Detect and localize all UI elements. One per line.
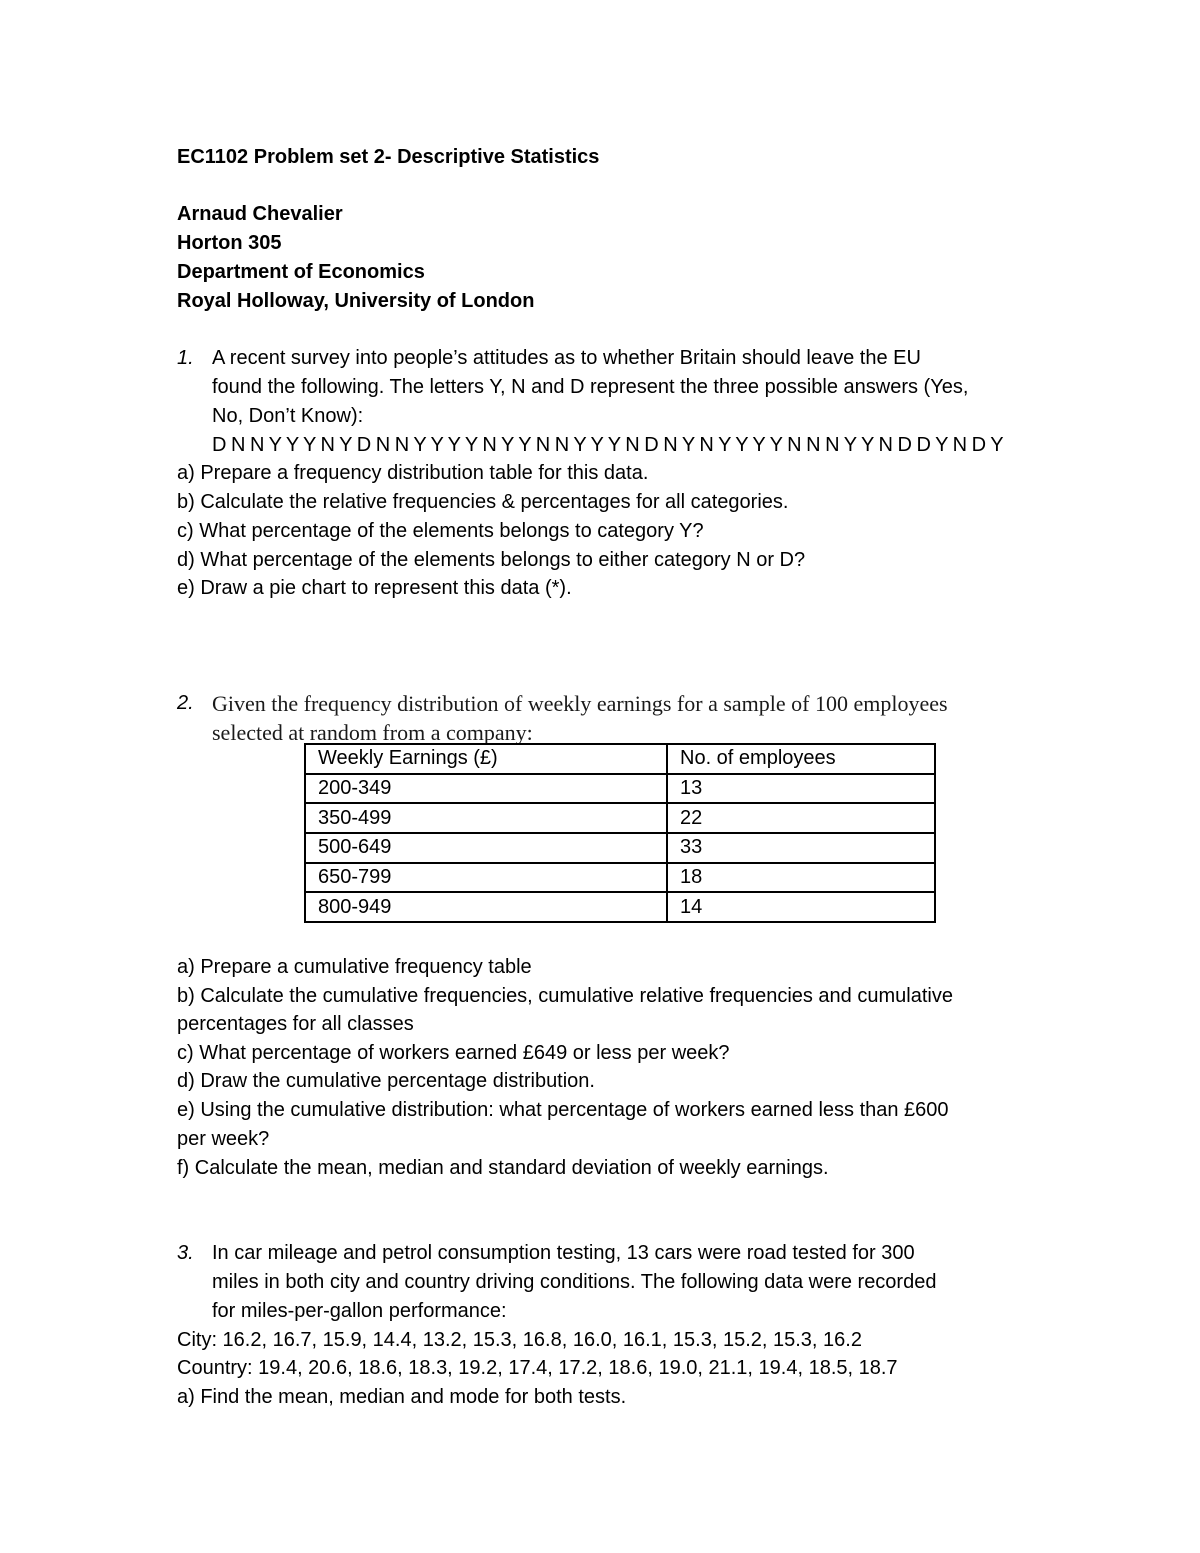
question-1-intro-line: found the following. The letters Y, N and D represent the three possible answers (Yes, [212, 376, 969, 398]
question-2-part-c: c) What percentage of workers earned £649 or less per week? [177, 1042, 730, 1064]
table-header-cell: No. of employees [680, 747, 836, 770]
table-cell-earnings: 350-499 [306, 804, 668, 832]
question-1-intro-line: No, Don’t Know): [212, 405, 364, 427]
question-2-part-b-cont: percentages for all classes [177, 1013, 414, 1035]
table-row [306, 891, 934, 921]
question-3-part-a: a) Find the mean, median and mode for both tests. [177, 1386, 627, 1408]
author-institution: Royal Holloway, University of London [177, 290, 535, 312]
table-row [306, 773, 934, 803]
question-1-number: 1. [177, 347, 194, 369]
country-mpg-data: Country: 19.4, 20.6, 18.6, 18.3, 19.2, 17.4, 17.2, 18.6, 19.0, 21.1, 19.4, 18.5, 18.7 [177, 1357, 898, 1379]
question-3-intro-line: for miles-per-gallon performance: [212, 1300, 507, 1322]
table-cell-earnings: 800-949 [306, 893, 668, 921]
question-2-part-b: b) Calculate the cumulative frequencies, cumulative relative frequencies and cumulative [177, 985, 953, 1007]
table-cell-employees: 13 [680, 777, 703, 799]
table-cell-employees: 18 [680, 866, 703, 889]
question-2-intro-line: selected at random from a company: [212, 720, 533, 745]
table-cell-earnings: 650-799 [306, 864, 668, 892]
table-header-cell: Weekly Earnings (£) [306, 745, 668, 773]
city-mpg-data: City: 16.2, 16.7, 15.9, 14.4, 13.2, 15.3, 16.8, 16.0, 16.1, 15.3, 15.2, 15.3, 16.2 [177, 1329, 862, 1351]
question-2-part-e: e) Using the cumulative distribution: what percentage of workers earned less than £600 [177, 1099, 949, 1121]
question-2-part-a: a) Prepare a cumulative frequency table [177, 956, 532, 978]
question-1-part-a: a) Prepare a frequency distribution table for this data. [177, 462, 649, 484]
table-header-row [306, 745, 934, 773]
question-1-part-c: c) What percentage of the elements belongs to category Y? [177, 520, 704, 542]
question-1-intro-line: A recent survey into people’s attitudes as to whether Britain should leave the EU [212, 347, 921, 369]
question-2-part-f: f) Calculate the mean, median and standard deviation of weekly earnings. [177, 1157, 829, 1179]
table-cell-employees: 33 [680, 836, 703, 859]
question-3-intro-line: miles in both city and country driving conditions. The following data were recorded [212, 1271, 937, 1293]
question-1-part-e: e) Draw a pie chart to represent this data (*). [177, 577, 572, 599]
question-1-part-d: d) What percentage of the elements belongs to either category N or D? [177, 549, 806, 571]
table-cell-earnings: 200-349 [306, 775, 668, 803]
table-cell-earnings: 500-649 [306, 834, 668, 862]
earnings-table [304, 743, 936, 923]
question-1-part-b: b) Calculate the relative frequencies & percentages for all categories. [177, 491, 789, 513]
doc-title: EC1102 Problem set 2- Descriptive Statistics [177, 146, 600, 168]
table-row [306, 802, 934, 832]
table-cell-employees: 14 [680, 895, 703, 918]
question-2-part-d: d) Draw the cumulative percentage distribution. [177, 1070, 595, 1092]
question-3-number: 3. [177, 1242, 194, 1264]
table-row [306, 862, 934, 892]
survey-responses: D N N Y Y Y N Y D N N Y Y Y Y N Y Y N N Y Y Y N D N Y N Y Y Y Y N N N Y Y N D D Y N D Y [212, 434, 1004, 456]
question-2-part-e-cont: per week? [177, 1128, 270, 1150]
author-department: Department of Economics [177, 261, 425, 283]
author-office: Horton 305 [177, 232, 282, 254]
question-2-intro-line: Given the frequency distribution of weekly earnings for a sample of 100 employees [212, 691, 948, 716]
question-3-intro-line: In car mileage and petrol consumption testing, 13 cars were road tested for 300 [212, 1242, 915, 1264]
table-row [306, 832, 934, 862]
author-name: Arnaud Chevalier [177, 203, 343, 225]
table-cell-employees: 22 [680, 806, 703, 829]
question-2-number: 2. [177, 692, 194, 714]
